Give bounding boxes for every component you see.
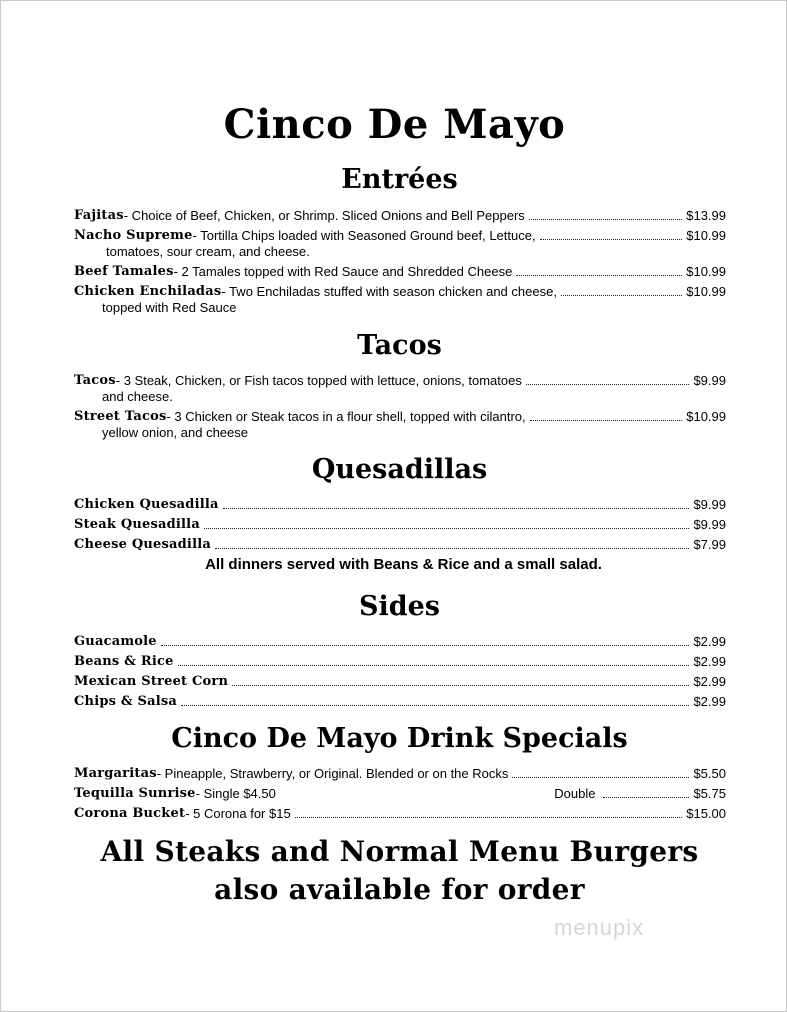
menu-item-tequilla-sunrise (74, 784, 726, 802)
menu-item-chicken-quesadilla (74, 495, 726, 513)
menu-item-margaritas (74, 764, 726, 782)
item-price: $5.50 (693, 766, 726, 781)
item-name: Street Tacos (74, 409, 167, 424)
item-name: Chicken Enchiladas (74, 284, 222, 299)
menu-item-street-tacos (74, 407, 726, 425)
menu-item-beans-rice (74, 652, 726, 670)
item-price: $15.00 (686, 806, 726, 821)
item-name: Mexican Street Corn (74, 674, 229, 689)
menupix-watermark: menupix (554, 915, 645, 940)
dot-leader (516, 275, 682, 276)
double-label: Double (554, 786, 596, 801)
item-name: Tequilla Sunrise (74, 786, 196, 801)
item-price: $5.75 (693, 786, 726, 801)
dot-leader (215, 548, 689, 549)
dot-leader (178, 665, 690, 666)
menu-item-chips-salsa (74, 692, 726, 710)
dot-leader (232, 685, 689, 686)
dot-leader (530, 420, 683, 421)
dot-leader (512, 777, 689, 778)
item-description-continued: topped with Red Sauce (102, 300, 237, 315)
menu-item-fajitas (74, 206, 726, 224)
menu-item-mexican-street-corn (74, 672, 726, 690)
menu-item-guacamole (74, 632, 726, 650)
menu-item-nacho-supreme (74, 226, 726, 244)
item-price: $2.99 (693, 634, 726, 649)
menu-item-tacos (74, 371, 726, 389)
item-description: - Two Enchiladas stuffed with season chicken and cheese, (221, 284, 557, 299)
item-name: Tacos (74, 373, 116, 388)
item-price: $9.99 (693, 373, 726, 388)
item-price: $2.99 (693, 694, 726, 709)
item-name: Guacamole (74, 634, 157, 649)
footer-line-2: also available for order (214, 873, 585, 906)
item-price: $9.99 (693, 497, 726, 512)
item-description: - Tortilla Chips loaded with Seasoned Ground beef, Lettuce, (192, 228, 536, 243)
item-name: Chicken Quesadilla (74, 497, 219, 512)
item-name: Chips & Salsa (74, 694, 178, 709)
dot-leader (204, 528, 690, 529)
dot-leader (529, 219, 682, 220)
menu-item-chicken-enchiladas (74, 282, 726, 300)
dot-leader (223, 508, 690, 509)
item-price: $10.99 (686, 409, 726, 424)
menu-title: Cinco De Mayo (223, 101, 566, 148)
dot-leader (161, 645, 690, 646)
item-name: Steak Quesadilla (74, 517, 200, 532)
item-description: - 3 Steak, Chicken, or Fish tacos topped with lettuce, onions, tomatoes (115, 373, 522, 388)
item-name: Nacho Supreme (74, 228, 193, 243)
item-name: Corona Bucket (74, 806, 186, 821)
item-price: $9.99 (693, 517, 726, 532)
item-description: - 5 Corona for $15 (185, 806, 291, 821)
item-description-continued: tomatoes, sour cream, and cheese. (106, 244, 310, 259)
menu-item-corona-bucket (74, 804, 726, 822)
item-description-continued: yellow onion, and cheese (102, 425, 248, 440)
item-description: - Choice of Beef, Chicken, or Shrimp. Sliced Onions and Bell Peppers (123, 208, 525, 223)
dot-leader (561, 295, 682, 296)
section-heading-quesadillas: Quesadillas (311, 454, 488, 485)
dot-leader (181, 705, 689, 706)
section-heading-drink-specials: Cinco De Mayo Drink Specials (171, 723, 628, 754)
item-price: $10.99 (686, 284, 726, 299)
section-heading-tacos: Tacos (357, 330, 442, 361)
item-name: Beans & Rice (74, 654, 174, 669)
item-name: Margaritas (74, 766, 157, 781)
section-heading-sides: Sides (358, 591, 440, 622)
item-price: $2.99 (693, 654, 726, 669)
dot-leader (603, 797, 689, 798)
item-name: Beef Tamales (74, 264, 174, 279)
dot-leader (526, 384, 690, 385)
item-name: Cheese Quesadilla (74, 537, 211, 552)
item-price: $2.99 (693, 674, 726, 689)
item-name: Fajitas (74, 208, 124, 223)
dinner-note: All dinners served with Beans & Rice and a small salad. (205, 556, 602, 573)
dot-leader (540, 239, 683, 240)
item-price: $10.99 (686, 264, 726, 279)
item-description: - 2 Tamales topped with Red Sauce and Shredded Cheese (173, 264, 513, 279)
item-description-continued: and cheese. (102, 389, 173, 404)
menu-item-steak-quesadilla (74, 515, 726, 533)
dot-leader (295, 817, 683, 818)
menu-item-cheese-quesadilla (74, 535, 726, 553)
item-description: - Single $4.50 (195, 786, 276, 801)
item-description: - Pineapple, Strawberry, or Original. Blended or on the Rocks (156, 766, 509, 781)
section-heading-entrees: Entrées (341, 164, 458, 195)
item-price: $7.99 (693, 537, 726, 552)
menu-item-beef-tamales (74, 262, 726, 280)
item-description: - 3 Chicken or Steak tacos in a flour shell, topped with cilantro, (166, 409, 526, 424)
item-price: $10.99 (686, 228, 726, 243)
footer-line-1: All Steaks and Normal Menu Burgers (100, 835, 699, 868)
item-price: $13.99 (686, 208, 726, 223)
